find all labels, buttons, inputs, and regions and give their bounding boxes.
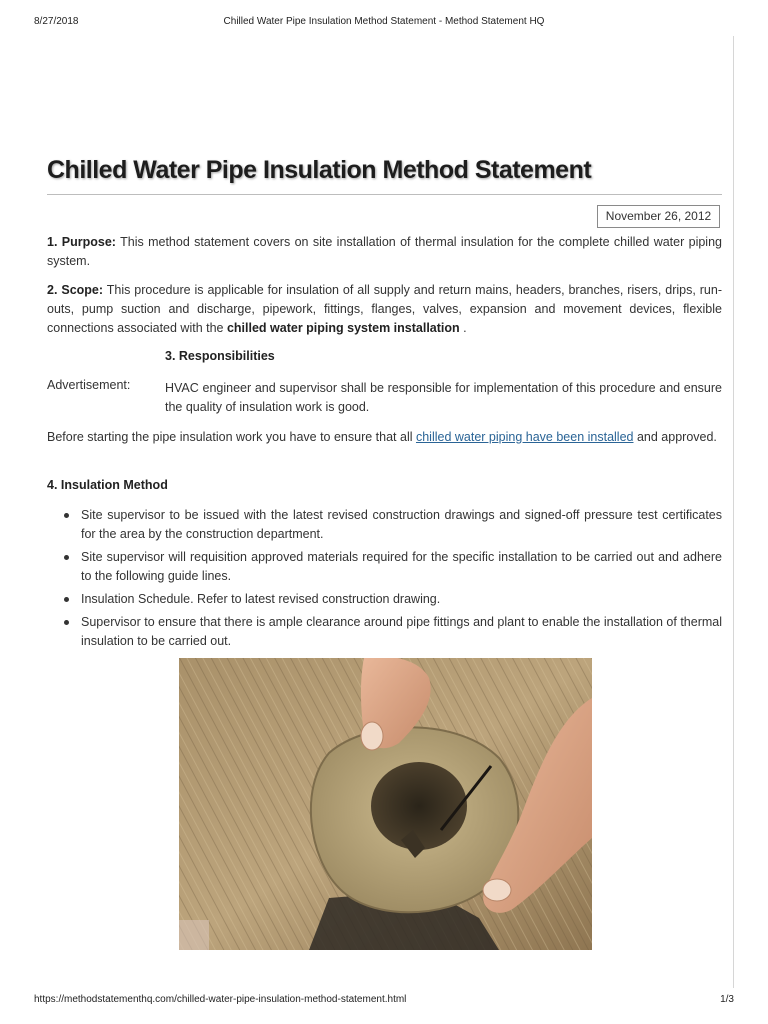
bullet-icon — [64, 597, 69, 602]
before-paragraph — [47, 428, 722, 447]
responsibilities-heading: 3. Responsibilities — [165, 349, 275, 363]
scope-end: . — [459, 321, 467, 335]
bullet-icon — [64, 620, 69, 625]
list-item — [47, 590, 722, 609]
advertisement-label: Advertisement: — [47, 378, 131, 392]
page-number: 1/3 — [720, 994, 734, 1005]
post-date: November 26, 2012 — [597, 205, 720, 228]
before-text: Before starting the pipe insulation work you have to ensure that all — [47, 430, 416, 444]
title-divider — [47, 194, 722, 195]
insulation-method-list — [47, 506, 722, 655]
insulation-photo — [179, 658, 592, 950]
responsibilities-text: HVAC engineer and supervisor shall be responsible for implementation of this procedure and ensure the quality of insulation work is good. — [165, 381, 722, 414]
list-item — [47, 506, 722, 544]
bullet-icon — [64, 555, 69, 560]
list-item — [47, 548, 722, 586]
print-header — [34, 16, 734, 30]
print-footer — [34, 994, 734, 1008]
list-item-text: Site supervisor will requisition approved materials required for the specific installation to be carried out and adhere to the following guide lines. — [81, 550, 722, 583]
bullet-icon — [64, 513, 69, 518]
chilled-water-piping-link[interactable]: chilled water piping have been installed — [415, 430, 634, 444]
print-page-title: Chilled Water Pipe Insulation Method Statement - Method Statement HQ — [223, 16, 545, 27]
scope-text: This procedure is applicable for insulation of all supply and return mains, headers, branches, risers, drips, run-outs, pump suction and discharge, pipework, fittings, flanges, valves, expansion and movement devices, flexible connections associated with the — [47, 283, 722, 335]
article-title: Chilled Water Pipe Insulation Method Statement — [47, 156, 592, 184]
list-item-text: Insulation Schedule. Refer to latest revised construction drawing. — [81, 592, 441, 606]
print-date: 8/27/2018 — [34, 16, 79, 27]
list-item — [47, 613, 722, 651]
page-edge-rule — [733, 36, 734, 988]
purpose-label: 1. Purpose: — [47, 235, 116, 249]
before-end: and approved. — [633, 430, 717, 444]
scope-bold-text: chilled water piping system installation — [226, 321, 460, 335]
list-item-text: Site supervisor to be issued with the latest revised construction drawings and signed-off pressure test certificates for the area by the construction department. — [81, 508, 722, 541]
purpose-paragraph — [47, 233, 722, 271]
purpose-text: This method statement covers on site installation of thermal insulation for the complete chilled water piping system. — [47, 235, 722, 268]
page-url: https://methodstatementhq.com/chilled-water-pipe-insulation-method-statement.html — [34, 994, 407, 1005]
list-item-text: Supervisor to ensure that there is ample clearance around pipe fittings and plant to enable the installation of thermal insulation to be carried out. — [81, 615, 722, 648]
scope-label: 2. Scope: — [47, 283, 104, 297]
scope-paragraph — [47, 281, 722, 338]
insulation-method-heading: 4. Insulation Method — [47, 478, 168, 492]
